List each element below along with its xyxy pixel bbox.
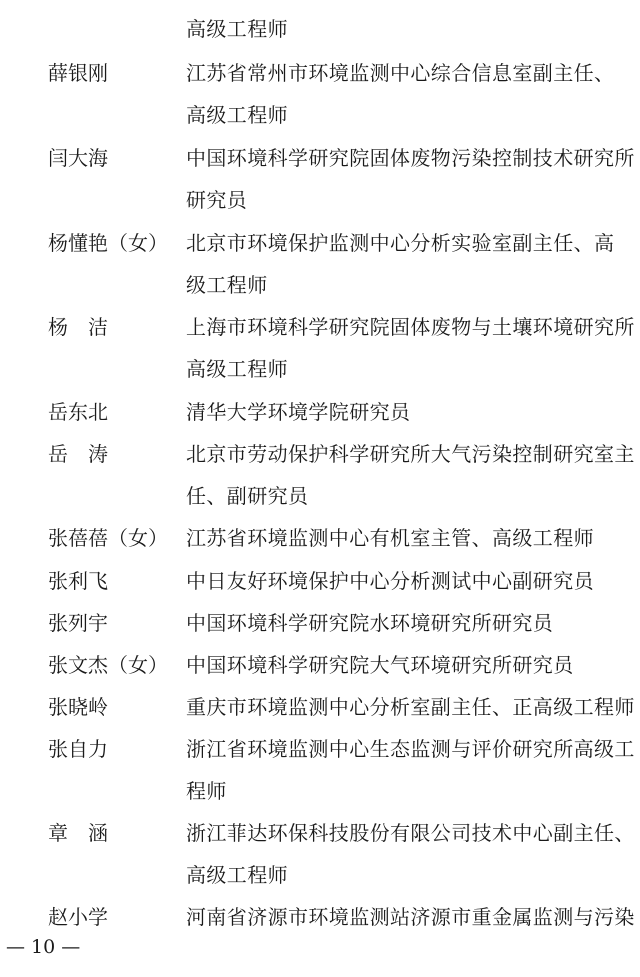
affiliation-line: 清华大学环境学院研究员 xyxy=(186,400,411,424)
person-name: 张利飞 xyxy=(48,569,108,593)
person-affiliation xyxy=(186,137,635,221)
affiliation-line: 中国环境科学研究院固体废物污染控制技术研究所 xyxy=(186,146,635,170)
person-affiliation xyxy=(186,222,631,306)
affiliation-line: 浙江菲达环保科技股份有限公司技术中心副主任、 xyxy=(186,821,635,845)
person-name: 张自力 xyxy=(48,737,108,761)
person-affiliation xyxy=(186,306,635,390)
affiliation-line: 高级工程师 xyxy=(186,357,288,381)
person-affiliation xyxy=(186,8,631,50)
person-name: 杨懂艳（女） xyxy=(48,231,168,255)
affiliation-line: 江苏省环境监测中心有机室主管、高级工程师 xyxy=(186,526,594,550)
person-affiliation xyxy=(186,812,635,896)
person-name: 张蓓蓓（女） xyxy=(48,526,168,550)
affiliation-line: 江苏省常州市环境监测中心综合信息室副主任、 xyxy=(186,61,615,85)
person-name: 张列宇 xyxy=(48,611,108,635)
affiliation-line: 浙江省环境监测中心生态监测与评价研究所高级工 xyxy=(186,737,635,761)
affiliation-line: 中国环境科学研究院大气环境研究所研究员 xyxy=(186,653,574,677)
person-affiliation xyxy=(186,896,635,938)
affiliation-line: 任、副研究员 xyxy=(186,484,309,508)
person-affiliation xyxy=(186,52,631,136)
person-affiliation xyxy=(186,686,635,728)
person-affiliation xyxy=(186,728,635,812)
person-affiliation xyxy=(186,560,631,602)
person-name: 章 涵 xyxy=(48,821,108,845)
person-affiliation xyxy=(186,433,635,517)
person-name: 张晓岭 xyxy=(48,695,108,719)
person-name: 闫大海 xyxy=(48,146,108,170)
affiliation-line: 河南省济源市环境监测站济源市重金属监测与污染 xyxy=(186,905,635,929)
person-affiliation xyxy=(186,517,631,559)
person-name: 赵小学 xyxy=(48,905,108,929)
affiliation-line: 北京市环境保护监测中心分析实验室副主任、高 xyxy=(186,231,615,255)
affiliation-line: 研究员 xyxy=(186,188,248,212)
person-affiliation xyxy=(186,391,631,433)
person-name: 张文杰（女） xyxy=(48,653,168,677)
person-affiliation xyxy=(186,644,631,686)
affiliation-line: 高级工程师 xyxy=(186,17,288,41)
person-name: 岳东北 xyxy=(48,400,108,424)
affiliation-line: 中日友好环境保护中心分析测试中心副研究员 xyxy=(186,569,594,593)
affiliation-line: 北京市劳动保护科学研究所大气污染控制研究室主 xyxy=(186,442,635,466)
person-name: 岳 涛 xyxy=(48,442,108,466)
affiliation-line: 程师 xyxy=(186,779,227,803)
affiliation-line: 中国环境科学研究院水环境研究所研究员 xyxy=(186,611,554,635)
affiliation-line: 重庆市环境监测中心分析室副主任、正高级工程师 xyxy=(186,695,635,719)
affiliation-line: 级工程师 xyxy=(186,273,268,297)
affiliation-line: 上海市环境科学研究院固体废物与土壤环境研究所 xyxy=(186,315,635,339)
person-name: 薛银刚 xyxy=(48,61,108,85)
person-name: 杨 洁 xyxy=(48,315,108,339)
person-affiliation xyxy=(186,602,631,644)
page-number: — 10 — xyxy=(6,936,81,958)
affiliation-line: 高级工程师 xyxy=(186,103,288,127)
affiliation-line: 高级工程师 xyxy=(186,863,288,887)
